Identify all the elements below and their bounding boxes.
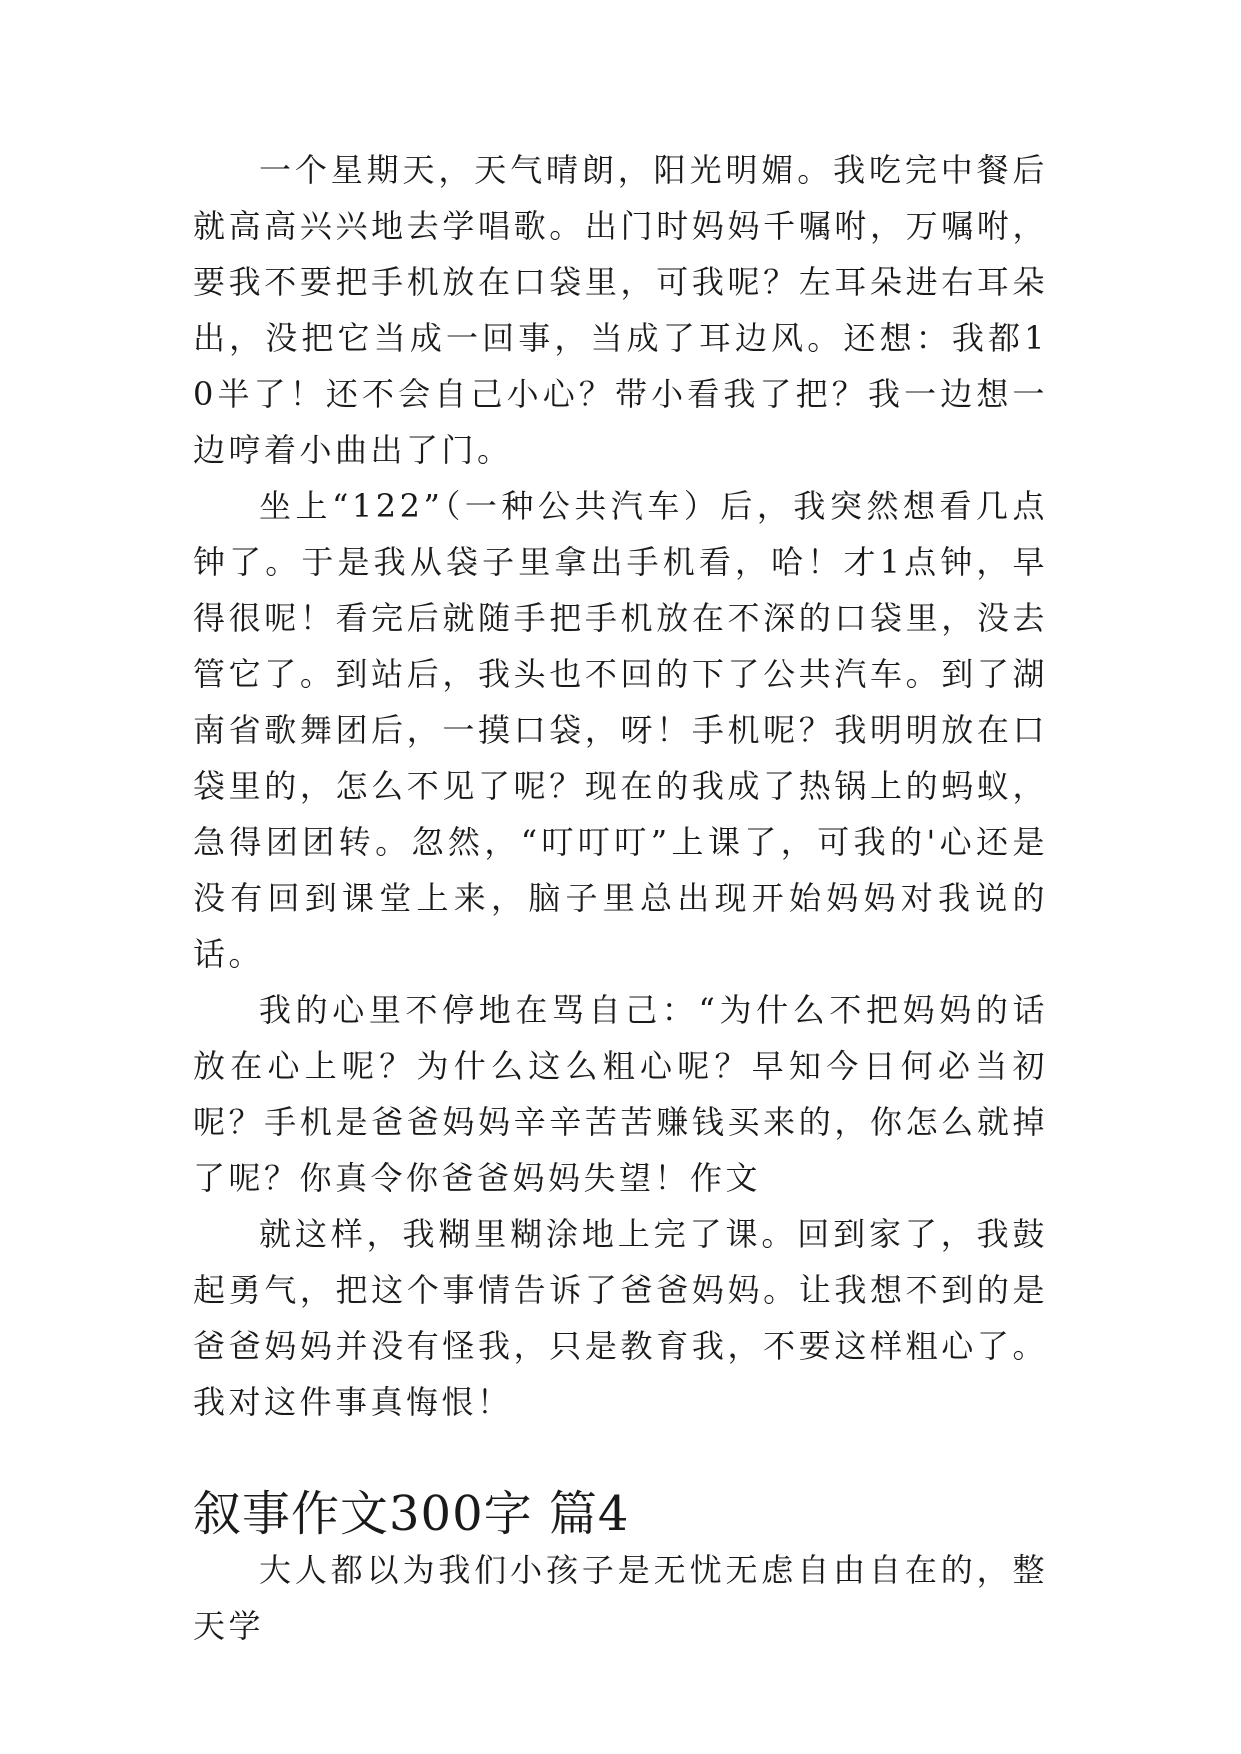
document-page [193,142,1048,1654]
paragraph-4: 就这样，我糊里糊涂地上完了课。回到家了，我鼓起勇气，把这个事情告诉了爸爸妈妈。让我想不到的是爸爸妈妈并没有怪我，只是教育我，不要这样粗心了。我对这件事真悔恨！ [193,1215,1048,1421]
paragraph-2: 坐上“122”（一种公共汽车）后，我突然想看几点钟了。于是我从袋子里拿出手机看，哈！才1点钟，早得很呢！看完后就随手把手机放在不深的口袋里，没去管它了。到站后，我头也不回的下了公共汽车。到了湖南省歌舞团后，一摸口袋，呀！手机呢？我明明放在口袋里的，怎么不见了呢？现在的我成了热锅上的蚂蚁，急得团团转。忽然，“叮叮叮”上课了，可我的'心还是没有回到课堂上来，脑子里总出现开始妈妈对我说的话。 [193,487,1048,973]
section-heading: 叙事作文300字 篇4 [193,1486,630,1542]
paragraph-5: 大人都以为我们小孩子是无忧无虑自由自在的，整天学 [193,1551,1048,1645]
paragraph-3: 我的心里不停地在骂自己：“为什么不把妈妈的话放在心上呢？为什么这么粗心呢？早知今日何必当初呢？手机是爸爸妈妈辛辛苦苦赚钱买来的，你怎么就掉了呢？你真令你爸爸妈妈失望！作文 [193,991,1048,1197]
paragraph-1: 一个星期天，天气晴朗，阳光明媚。我吃完中餐后就高高兴兴地去学唱歌。出门时妈妈千嘱咐，万嘱咐，要我不要把手机放在口袋里，可我呢？左耳朵进右耳朵出，没把它当成一回事，当成了耳边风。还想：我都10半了！还不会自己小心？带小看我了把？我一边想一边哼着小曲出了门。 [193,151,1048,469]
